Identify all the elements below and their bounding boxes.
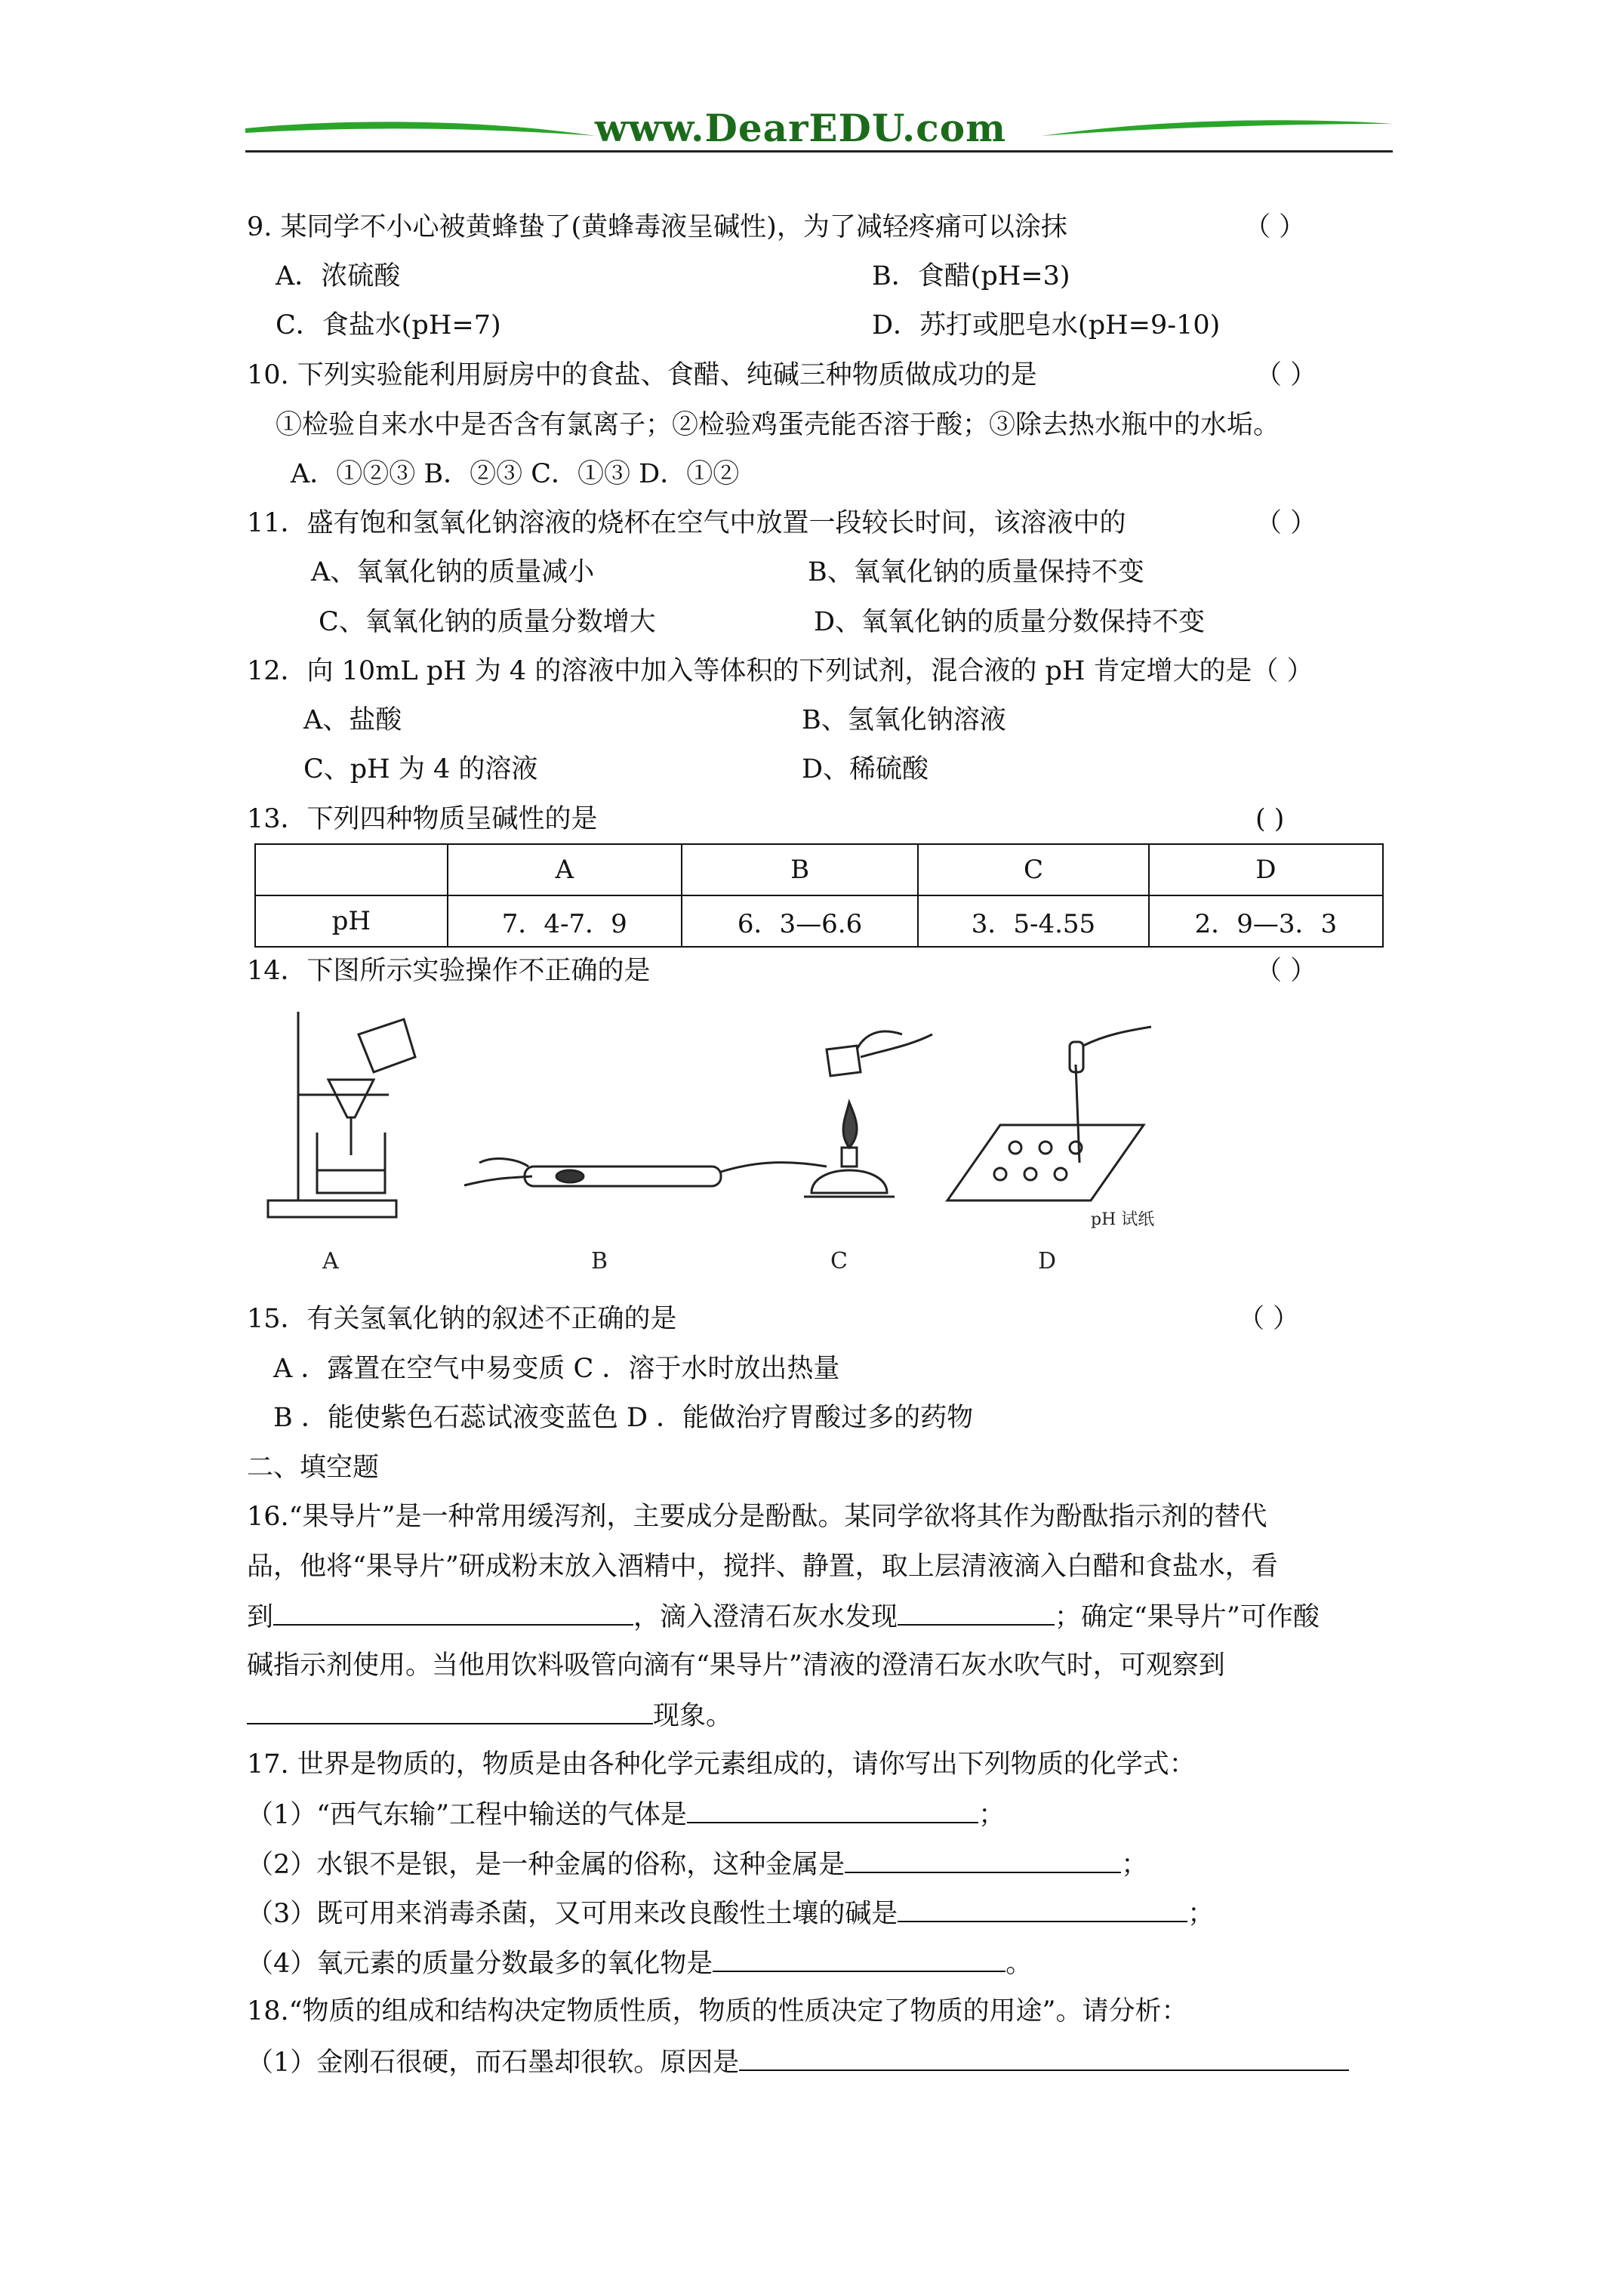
ph-table: [254, 843, 1384, 948]
q16-line-5: [247, 1699, 732, 1732]
q11-option-d: D、氧氧化钠的质量分数保持不变: [814, 607, 1206, 637]
q9-option-b: B．食醋(pH=3): [872, 261, 1070, 291]
figure-label-b: B: [591, 1248, 608, 1274]
ph-table-cell-a: 7．4-7．9: [448, 895, 682, 947]
figure-a-filtration: [268, 1012, 415, 1217]
q16-line-3-start: 到: [247, 1602, 274, 1632]
ph-table-row: [255, 895, 1383, 947]
q16-blank-1[interactable]: [273, 1600, 633, 1626]
q13-answer-paren: ( ): [1255, 804, 1285, 834]
q17-blank-1[interactable]: [687, 1798, 978, 1823]
q10-detail: ①检验自来水中是否含有氯离子；②检验鸡蛋壳能否溶于酸；③除去热水瓶中的水垢。: [276, 410, 1280, 440]
q16-line-3-middle: ，滴入澄清石灰水发现: [633, 1602, 898, 1632]
q11-stem: 11．盛有饱和氢氧化钠溶液的烧杯在空气中放置一段较长时间，该溶液中的: [247, 508, 1126, 538]
header-swoosh-right: [1038, 113, 1393, 147]
ph-table-header-d: D: [1149, 844, 1383, 895]
q9-option-c: C．食盐水(pH=7): [276, 310, 501, 341]
q16-line-3: [247, 1600, 1320, 1633]
q17-part-3: [247, 1897, 1214, 1930]
q13-stem: 13．下列四种物质呈碱性的是: [247, 804, 598, 834]
q15-options-b-d: B ．能使紫色石蕊试液变蓝色 D ．能做治疗胃酸过多的药物: [273, 1403, 974, 1433]
q16-blank-3[interactable]: [247, 1699, 653, 1724]
ph-table-header-c: C: [918, 844, 1148, 895]
q17-part-4: [247, 1946, 1032, 1980]
header-swoosh-left: [245, 113, 600, 147]
q17-part-1: [247, 1798, 1005, 1831]
q17-part-4-text: （4）氧元素的质量分数最多的氧化物是: [247, 1949, 713, 1979]
q11-answer-paren: （ ）: [1255, 508, 1317, 538]
ph-table-header-row: [255, 844, 1383, 895]
q18-blank-1[interactable]: [739, 2045, 1349, 2071]
q10-answer-paren: （ ）: [1255, 360, 1317, 390]
q15-options-a-c: A ．露置在空气中易变质 C ．溶于水时放出热量: [273, 1354, 840, 1384]
q17-part-2-end: ；: [1121, 1850, 1148, 1880]
ph-table-row-label: pH: [255, 895, 448, 947]
lab-operations-figure: [253, 1004, 1174, 1276]
q9-stem: 9. 某同学不小心被黄蜂蛰了(黄蜂毒液呈碱性)，为了减轻疼痛可以涂抹: [247, 212, 1067, 242]
q17-part-2: [247, 1848, 1147, 1881]
q10-options: A．①②③ B．②③ C．①③ D．①②: [291, 459, 740, 489]
figure-b-test-tube: [464, 1159, 827, 1186]
q12-option-d: D、稀硫酸: [802, 754, 929, 784]
q15-answer-paren: （ ）: [1238, 1304, 1300, 1334]
q16-line-4: 碱指示剂使用。当他用饮料吸管向滴有“果导片”清液的澄清石灰水吹气时，可观察到: [247, 1650, 1225, 1681]
q16-line-5-end: 现象。: [653, 1701, 733, 1731]
q17-part-2-text: （2）水银不是银，是一种金属的俗称，这种金属是: [247, 1850, 845, 1880]
q10-stem: 10. 下列实验能利用厨房中的食盐、食醋、纯碱三种物质做成功的是: [247, 360, 1037, 390]
q11-option-c: C、氧氧化钠的质量分数增大: [319, 607, 656, 637]
q12-option-b: B、氢氧化钠溶液: [802, 705, 1006, 735]
q16-line-3-end: ；确定“果导片”可作酸: [1055, 1602, 1320, 1632]
ph-table-cell-c: 3．5-4.55: [918, 895, 1148, 947]
q17-blank-3[interactable]: [898, 1897, 1187, 1922]
q14-stem: 14．下图所示实验操作不正确的是: [247, 956, 651, 986]
q14-answer-paren: （ ）: [1255, 956, 1317, 986]
q15-stem: 15．有关氢氧化钠的叙述不正确的是: [247, 1304, 677, 1334]
figure-d-spot-plate: [947, 1027, 1151, 1200]
ph-table-header-b: B: [682, 844, 918, 895]
q11-option-a: A、氧氧化钠的质量减小: [311, 557, 595, 587]
q18-stem: 18.“物质的组成和结构决定物质性质，物质的性质决定了物质的用途”。请分析：: [247, 1996, 1188, 2026]
q9-answer-paren: （ ）: [1244, 212, 1306, 242]
q17-part-3-end: ；: [1187, 1899, 1215, 1929]
q9-option-a: A．浓硫酸: [276, 261, 401, 291]
figure-label-a: A: [322, 1248, 339, 1274]
q16-blank-2[interactable]: [898, 1600, 1055, 1626]
figure-label-d: D: [1038, 1248, 1057, 1274]
q17-stem: 17. 世界是物质的，物质是由各种化学元素组成的，请你写出下列物质的化学式：: [247, 1749, 1196, 1780]
figure-label-c: C: [830, 1248, 848, 1274]
q16-line-2: 品，他将“果导片”研成粉末放入酒精中，搅拌、静置，取上层清液滴入白醋和食盐水，看: [247, 1552, 1278, 1582]
q17-part-4-end: 。: [1006, 1949, 1033, 1979]
section-title-fill-blank: 二、填空题: [247, 1453, 380, 1483]
figure-ph-paper-label: pH 试纸: [1091, 1210, 1155, 1229]
q17-part-3-text: （3）既可用来消毒杀菌，又可用来改良酸性土壤的碱是: [247, 1899, 898, 1929]
ph-table-corner-cell: [255, 844, 448, 895]
q18-part-1: [247, 2045, 1349, 2079]
q11-option-b: B、氧氧化钠的质量保持不变: [808, 557, 1144, 587]
q18-part-1-text: （1）金刚石很硬，而石墨却很软。原因是: [247, 2048, 740, 2078]
ph-table-cell-d: 2．9—3．3: [1149, 895, 1383, 947]
site-logo: www.DearEDU.com: [595, 106, 1007, 150]
q12-stem: 12．向 10mL pH 为 4 的溶液中加入等体积的下列试剂，混合液的 pH 肯定增大的是（ ）: [247, 656, 1313, 686]
q17-blank-2[interactable]: [845, 1848, 1121, 1873]
ph-table-header-a: A: [448, 844, 682, 895]
figure-c-alcohol-lamp: [804, 1031, 932, 1197]
ph-table-cell-b: 6．3—6.6: [682, 895, 918, 947]
q9-option-d: D．苏打或肥皂水(pH=9-10): [872, 310, 1221, 341]
q17-blank-4[interactable]: [713, 1946, 1006, 1972]
header-rule: [245, 150, 1393, 153]
q17-part-1-text: （1）“西气东输”工程中输送的气体是: [247, 1800, 688, 1830]
q17-part-1-end: ；: [978, 1800, 1006, 1830]
q12-option-c: C、pH 为 4 的溶液: [303, 754, 538, 784]
q12-option-a: A、盐酸: [303, 705, 402, 735]
q16-line-1: 16.“果导片”是一种常用缓泻剂，主要成分是酚酞。某同学欲将其作为酚酞指示剂的替代: [247, 1502, 1267, 1532]
